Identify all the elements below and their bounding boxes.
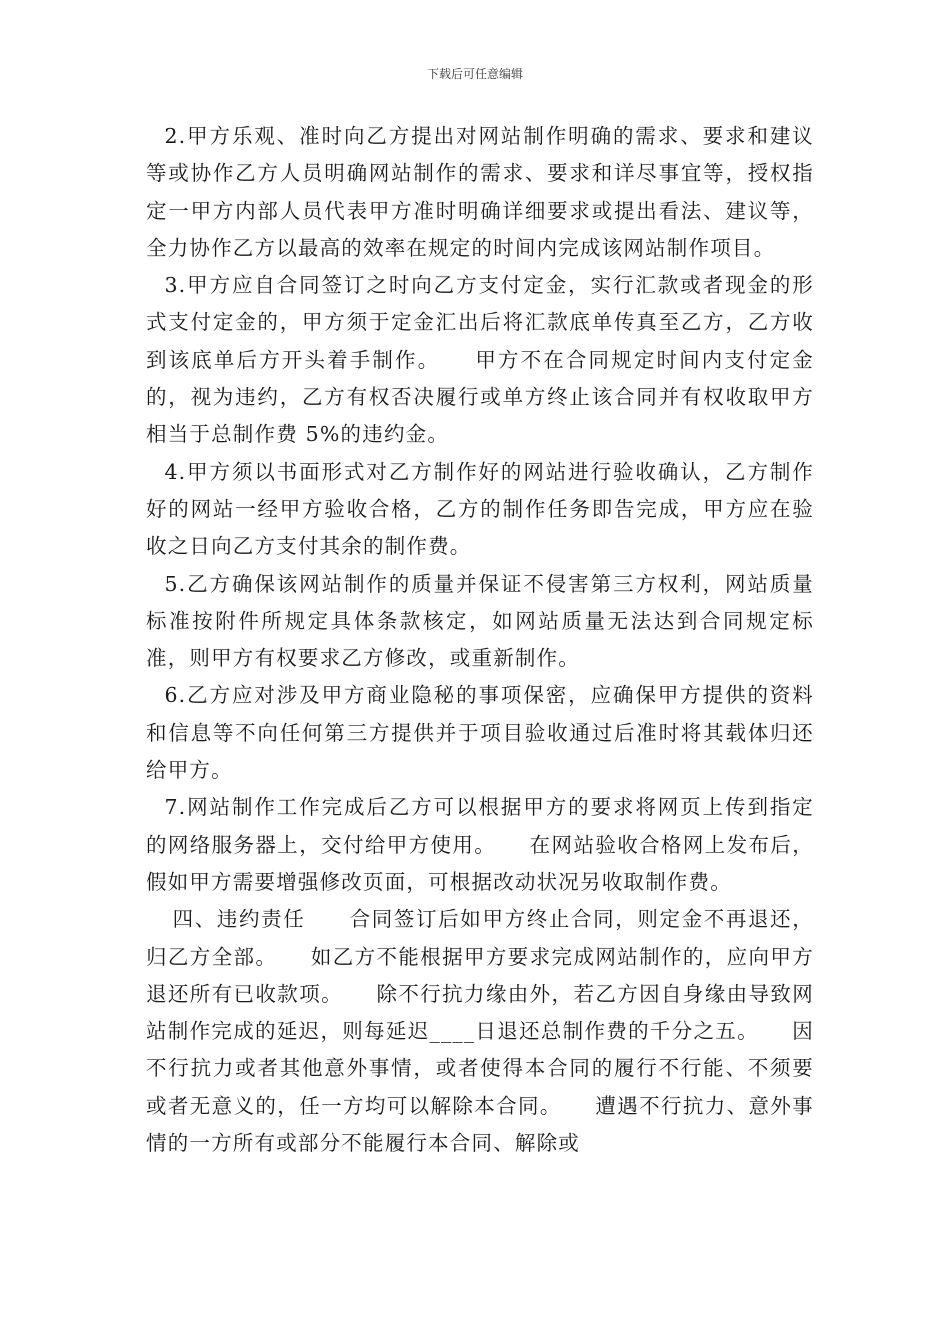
clause-paragraph-3: 3.甲方应自合同签订之时向乙方支付定金，实行汇款或者现金的形式支付定金的，甲方须于定金汇出后将汇款底单传真至乙方，乙方收到该底单后方开头着手制作。 甲方不在合同规定时间内支付定金的，视为违约，乙方有权否决履行或单方终止该合同并有权收取甲方相当于总制作费 5%的违约金。 — [146, 273, 814, 447]
clause-paragraph-5: 5.乙方确保该网站制作的质量并保证不侵害第三方权利，网站质量标准按附件所规定具体条款核定，如网站质量无法达到合同规定标准，则甲方有权要求乙方修改，或重新制作。 — [146, 571, 814, 671]
clause-paragraph-6: 6.乙方应对涉及甲方商业隐秘的事项保密，应确保甲方提供的资料和信息等不向任何第三方提供并于项目验收通过后准时将其载体归还给甲方。 — [146, 683, 814, 783]
clause-paragraph-2: 2.甲方乐观、准时向乙方提出对网站制作明确的需求、要求和建议等或协作乙方人员明确网站制作的需求、要求和详尽事宜等，授权指定一甲方内部人员代表甲方准时明确详细要求或提出看法、建议等，全力协作乙方以最高的效率在规定的时间内完成该网站制作项目。 — [146, 124, 814, 260]
clause-paragraph-4: 4.甲方须以书面形式对乙方制作好的网站进行验收确认，乙方制作好的网站一经甲方验收合格，乙方的制作任务即告完成，甲方应在验收之日向乙方支付其余的制作费。 — [146, 459, 814, 559]
document-body — [146, 118, 814, 1162]
section-breach-liability: 四、违约责任 合同签订后如甲方终止合同，则定金不再退还，归乙方全部。 如乙方不能根据甲方要求完成网站制作的，应向甲方退还所有已收款项。 除不行抗力缘由外，若乙方因自身缘由导致网站制作完成的延迟，则每延迟____日退还总制作费的千分之五。 因不行抗力或者其他意外事情，或者使得本合同的履行不行能、不须要或者无意义的，任一方均可以解除本合同。 遭遇不行抗力、意外事情的一方所有或部分不能履行本合同、解除或 — [146, 907, 814, 1156]
page-header: 下载后可任意编辑 — [426, 67, 523, 81]
clause-paragraph-7: 7.网站制作工作完成后乙方可以根据甲方的要求将网页上传到指定的网络服务器上，交付给甲方使用。 在网站验收合格网上发布后，假如甲方需要增强修改页面，可根据改动状况另收取制作费。 — [146, 795, 814, 894]
